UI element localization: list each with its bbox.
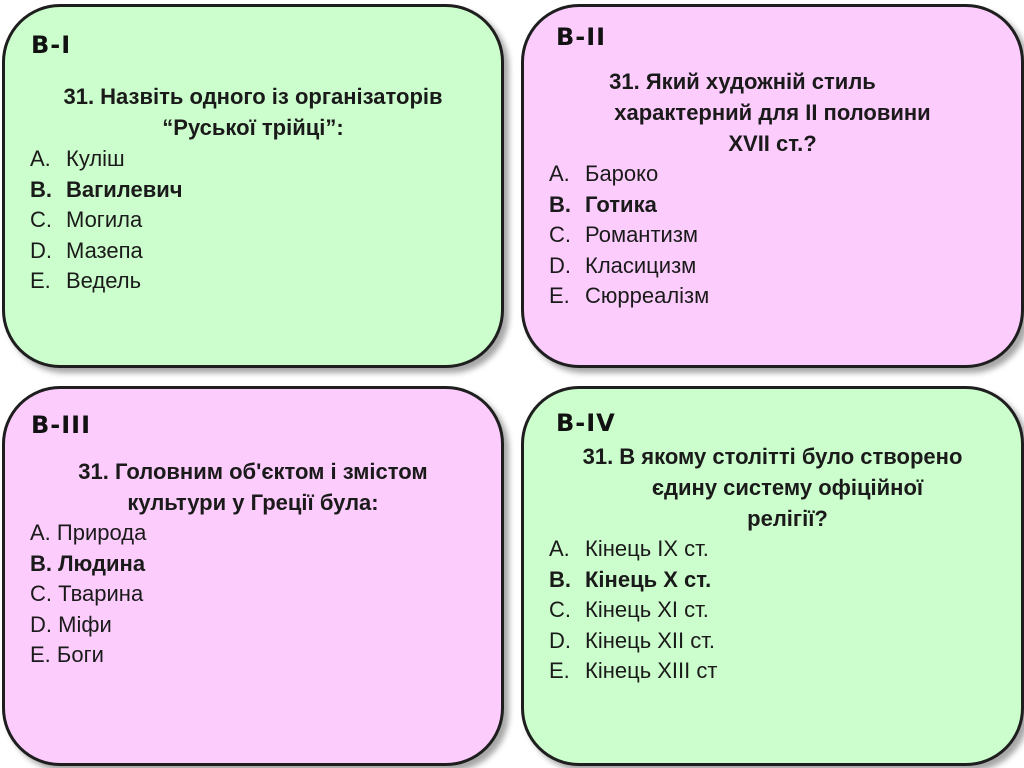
- option-letter: D.: [30, 237, 52, 263]
- question-line: 31. Головним об'єктом і змістом: [78, 459, 428, 484]
- variant-label: В-ІІ: [556, 23, 607, 51]
- option-text: Кінець XI ст.: [585, 597, 709, 622]
- option-a[interactable]: [30, 144, 183, 175]
- option-text: Кінець X ст.: [585, 566, 712, 592]
- option-letter: А.: [30, 146, 51, 171]
- option-letter: А.: [30, 520, 51, 545]
- option-letter: А.: [549, 161, 570, 186]
- option-text: Кінець XII ст.: [585, 627, 716, 653]
- option-b[interactable]: [30, 175, 183, 206]
- answer-options: [549, 534, 717, 687]
- question-text: [524, 441, 1021, 534]
- answer-options: [30, 518, 146, 671]
- option-d[interactable]: [30, 610, 146, 641]
- option-d[interactable]: [30, 236, 183, 267]
- option-text: Ведель: [66, 268, 142, 293]
- question-line: 31. В якому столітті було створено: [582, 444, 963, 469]
- option-text: Кінець IX ст.: [585, 536, 709, 561]
- option-letter: С.: [549, 597, 571, 622]
- option-letter: А.: [549, 536, 570, 561]
- option-text: Вагилевич: [66, 176, 183, 202]
- question-line: єдину систему офіційної: [651, 475, 924, 500]
- question-line: релігії?: [747, 506, 828, 531]
- option-text: Мазепа: [66, 237, 143, 263]
- question-text: [5, 81, 501, 143]
- variant-label: В-IV: [556, 409, 616, 437]
- option-d[interactable]: [549, 251, 709, 282]
- option-letter: E.: [549, 283, 570, 308]
- option-text: Сюрреалізм: [585, 283, 710, 308]
- option-d[interactable]: [549, 626, 717, 657]
- option-text: Готика: [585, 191, 657, 217]
- option-letter: E.: [30, 268, 51, 293]
- option-b[interactable]: [549, 565, 717, 596]
- option-a[interactable]: [549, 159, 709, 190]
- option-text: Могила: [66, 207, 143, 232]
- option-text: Міфи: [58, 611, 112, 637]
- option-text: Куліш: [66, 146, 125, 171]
- question-line: “Руської трійці”:: [162, 115, 344, 140]
- option-a[interactable]: [30, 518, 146, 549]
- question-line: характерний для ІІ половини: [614, 100, 931, 125]
- question-text: [5, 456, 501, 518]
- option-e[interactable]: [549, 656, 717, 687]
- option-letter: E.: [30, 642, 51, 667]
- answer-options: [549, 159, 709, 312]
- variant-card-2: [521, 4, 1024, 368]
- option-e[interactable]: [30, 266, 183, 297]
- answer-options: [30, 144, 183, 297]
- option-text: Тварина: [58, 581, 144, 606]
- option-letter: E.: [549, 658, 570, 683]
- option-text: Природа: [56, 520, 147, 545]
- option-c[interactable]: [30, 579, 146, 610]
- variant-label: В-ІІІ: [31, 411, 92, 439]
- option-e[interactable]: [549, 281, 709, 312]
- option-c[interactable]: [549, 220, 709, 251]
- option-letter: D.: [549, 627, 571, 653]
- option-b[interactable]: [30, 549, 146, 580]
- question-line: 31. Назвіть одного із організаторів: [63, 84, 443, 109]
- option-letter: В.: [30, 176, 52, 202]
- option-letter: В.: [549, 191, 571, 217]
- option-b[interactable]: [549, 190, 709, 221]
- option-text: Боги: [56, 642, 104, 667]
- option-c[interactable]: [30, 205, 183, 236]
- variant-card-3: [2, 386, 504, 766]
- variant-label: В-І: [31, 31, 72, 59]
- option-text: Кінець XIII ст: [585, 658, 718, 683]
- variant-card-1: [2, 4, 504, 368]
- option-letter: С.: [30, 207, 52, 232]
- option-letter: С.: [30, 581, 52, 606]
- option-e[interactable]: [30, 640, 146, 671]
- variant-card-4: [521, 386, 1024, 766]
- option-letter: D.: [549, 252, 571, 278]
- option-text: Романтизм: [585, 222, 699, 247]
- question-text: [524, 66, 1021, 159]
- question-line: 31. Який художній стиль: [609, 69, 876, 94]
- option-letter: D.: [30, 611, 52, 637]
- option-c[interactable]: [549, 595, 717, 626]
- option-text: Бароко: [585, 161, 659, 186]
- option-a[interactable]: [549, 534, 717, 565]
- option-text: Людина: [58, 550, 146, 576]
- question-line: XVII ст.?: [728, 131, 817, 156]
- option-letter: В.: [30, 550, 52, 576]
- option-letter: С.: [549, 222, 571, 247]
- question-line: культури у Греції була:: [127, 490, 379, 515]
- option-letter: В.: [549, 566, 571, 592]
- option-text: Класицизм: [585, 252, 697, 278]
